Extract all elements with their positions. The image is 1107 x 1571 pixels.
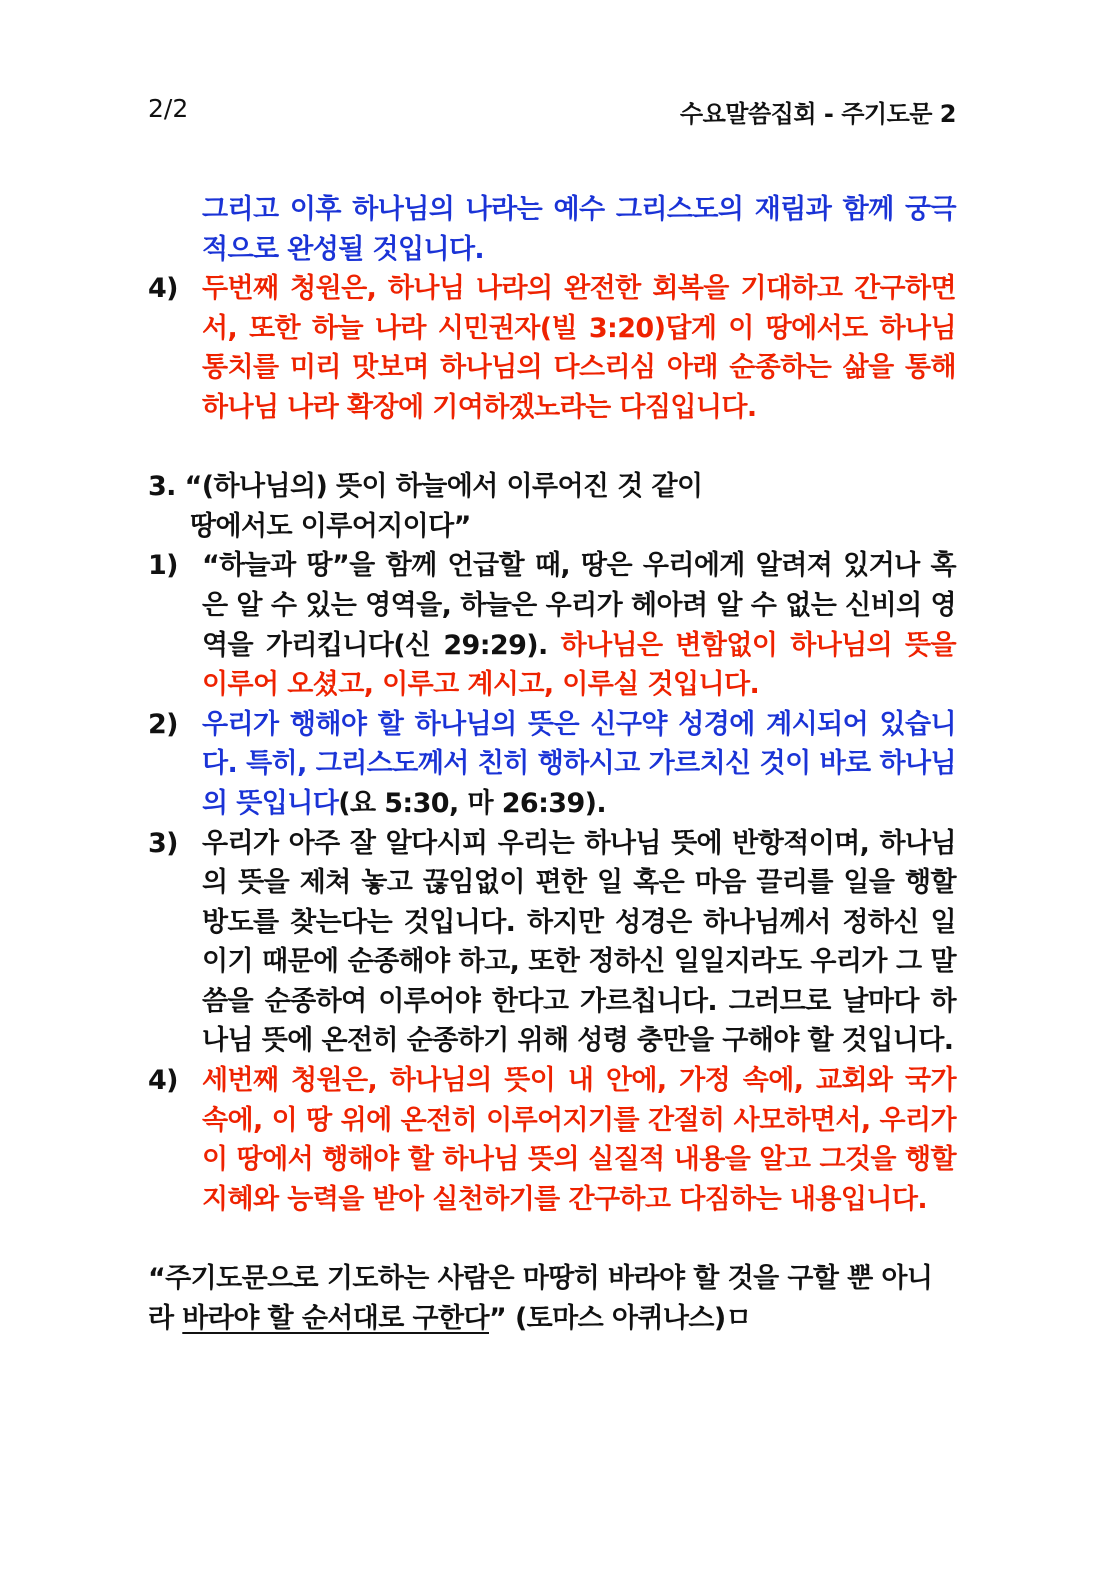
quote-text-end: ” (토마스 아퀴나스): [489, 1302, 726, 1334]
item-number: 3): [148, 827, 178, 859]
item-text: 두번째 청원은, 하나님 나라의 완전한 회복을 기대하고 간구하면서, 또한 하늘 나라 시민권자(빌 3:20)답게 이 땅에서도 하나님 통치를 미리 맛보며 하나님의 다스리심 아래 순종하는 삶을 통해 하나님 나라 확장에 기여하겠노라는 다짐입니다.: [202, 273, 956, 423]
item-text-red: 하나님은 변함없이 하나님의 뜻을 이루어 오셨고, 이루고 계시고, 이루실 것입니다.: [202, 629, 956, 701]
end-mark: ㅁ: [725, 1302, 752, 1334]
list-item-3: [148, 824, 956, 1062]
list-item-1: [148, 546, 956, 704]
document-body: [148, 190, 956, 1338]
spacer: [148, 1219, 956, 1259]
section-heading-line-2: 땅에서도 이루어지이다”: [190, 510, 471, 542]
page-number: 2/2: [148, 94, 189, 123]
document-title: 수요말씀집회 - 주기도문 2: [679, 100, 956, 128]
item-number: 2): [148, 708, 178, 740]
intro-paragraph: 그리고 이후 하나님의 나라는 예수 그리스도의 재림과 함께 궁극적으로 완성될 것입니다.: [202, 194, 956, 265]
section-heading-line-1: 3. “(하나님의) 뜻이 하늘에서 이루어진 것 같이: [148, 471, 703, 503]
list-item-4-third-petition: [148, 1061, 956, 1219]
spacer: [148, 428, 956, 468]
list-item-2: [148, 705, 956, 824]
item-number: 4): [148, 1065, 178, 1097]
closing-quote: [148, 1259, 956, 1338]
item-number: 1): [148, 550, 178, 582]
page-header: [148, 94, 956, 128]
item-text-blue: 우리가 행해야 할 하나님의 뜻은 신구약 성경에 계시되어 있습니다. 특히, 그리스도께서 친히 행하시고 가르치신 것이 바로 하나님의 뜻입니다: [202, 708, 956, 819]
item-text: 세번째 청원은, 하나님의 뜻이 내 안에, 가정 속에, 교회와 국가 속에, 이 땅 위에 온전히 이루어지기를 간절히 사모하면서, 우리가 이 땅에서 행해야 할 하나님 뜻의 실질적 내용을 알고 그것을 행할 지혜와 능력을 받아 실천하기를 간구하고 다짐하는 내용입니다.: [202, 1065, 956, 1215]
quote-text-start: “주기도문으로 기도하는 사람은 마땅히 바라야 할 것을 구할 뿐 아니라: [148, 1263, 933, 1334]
item-number: 4): [148, 273, 178, 305]
item-text-plain: “하늘과 땅”을 함께 언급할 때, 땅은 우리에게 알려져 있거나 혹은 알 수 있는 영역을, 하늘은 우리가 헤아려 알 수 없는 신비의 영역을 가리킵니다(신 29:29).: [202, 550, 956, 661]
list-item-4-second-petition: [148, 269, 956, 427]
section-3-heading: [148, 467, 956, 546]
item-text: 우리가 아주 잘 알다시피 우리는 하나님 뜻에 반항적이며, 하나님의 뜻을 제쳐 놓고 끊임없이 편한 일 혹은 마음 끌리를 일을 행할 방도를 찾는다는 것입니다. 하지만 성경은 하나님께서 정하신 일이기 때문에 순종해야 하고, 또한 정하신 일일지라도 우리가 그 말씀을 순종하여 이루어야 한다고 가르칩니다. 그러므로 날마다 하나님 뜻에 온전히 순종하기 위해 성령 충만을 구해야 할 것입니다.: [202, 827, 956, 1057]
item-text-plain: (요 5:30, 마 26:39).: [338, 787, 607, 819]
quote-underlined-text: 바라야 할 순서대로 구한다: [182, 1302, 489, 1334]
